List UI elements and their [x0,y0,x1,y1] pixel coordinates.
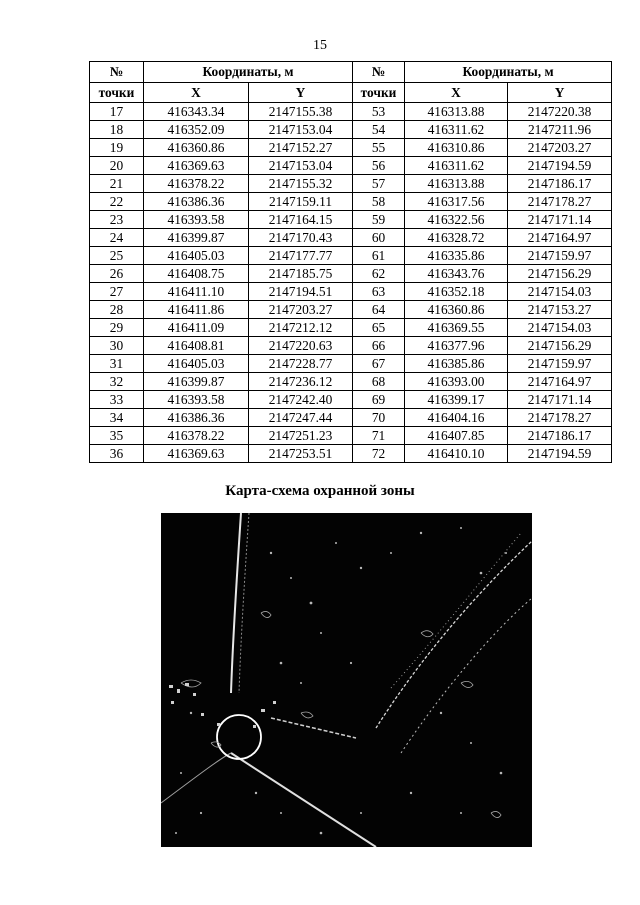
y-coordinate-cell: 2147236.12 [249,373,353,391]
table-row [90,337,612,355]
point-number-cell: 20 [90,157,144,175]
point-number-cell: 22 [90,193,144,211]
point-number-cell: 17 [90,103,144,121]
y-coordinate-cell: 2147154.03 [508,319,612,337]
y-coordinate-cell: 2147159.11 [249,193,353,211]
point-number-cell: 56 [353,157,405,175]
point-number-cell: 35 [90,427,144,445]
x-coordinate-cell: 416311.62 [405,157,508,175]
y-coordinate-cell: 2147228.77 [249,355,353,373]
y-coordinate-cell: 2147177.77 [249,247,353,265]
x-coordinate-cell: 416352.18 [405,283,508,301]
point-number-cell: 23 [90,211,144,229]
point-number-cell: 55 [353,139,405,157]
coordinates-header: Координаты, м [144,62,353,83]
y-coordinate-cell: 2147247.44 [249,409,353,427]
table-row [90,373,612,391]
y-coordinate-cell: 2147185.75 [249,265,353,283]
point-number-cell: 69 [353,391,405,409]
y-coordinate-cell: 2147194.59 [508,157,612,175]
point-number-cell: 34 [90,409,144,427]
point-number-cell: 71 [353,427,405,445]
y-coordinate-cell: 2147186.17 [508,175,612,193]
table-row [90,193,612,211]
x-coordinate-cell: 416393.00 [405,373,508,391]
x-header: X [144,83,249,103]
x-coordinate-cell: 416407.85 [405,427,508,445]
x-coordinate-cell: 416360.86 [405,301,508,319]
point-label-header: точки [90,83,144,103]
x-coordinate-cell: 416378.22 [144,427,249,445]
table-row [90,139,612,157]
x-coordinate-cell: 416386.36 [144,409,249,427]
y-coordinate-cell: 2147220.38 [508,103,612,121]
point-number-cell: 33 [90,391,144,409]
y-coordinate-cell: 2147164.97 [508,229,612,247]
x-coordinate-cell: 416369.63 [144,157,249,175]
x-coordinate-cell: 416399.87 [144,229,249,247]
x-header: X [405,83,508,103]
point-number-cell: 36 [90,445,144,463]
y-coordinate-cell: 2147220.63 [249,337,353,355]
point-number-cell: 27 [90,283,144,301]
x-coordinate-cell: 416399.87 [144,373,249,391]
y-coordinate-cell: 2147159.97 [508,355,612,373]
table-row [90,229,612,247]
table-row [90,211,612,229]
x-coordinate-cell: 416343.34 [144,103,249,121]
x-coordinate-cell: 416369.63 [144,445,249,463]
table-row [90,355,612,373]
point-number-cell: 29 [90,319,144,337]
x-coordinate-cell: 416385.86 [405,355,508,373]
table-body [90,103,612,463]
point-number-header: № [353,62,405,83]
point-number-cell: 26 [90,265,144,283]
table-subheader-row [90,83,612,103]
x-coordinate-cell: 416310.86 [405,139,508,157]
x-coordinate-cell: 416378.22 [144,175,249,193]
point-number-cell: 59 [353,211,405,229]
point-number-cell: 54 [353,121,405,139]
point-number-cell: 30 [90,337,144,355]
y-coordinate-cell: 2147203.27 [249,301,353,319]
x-coordinate-cell: 416311.62 [405,121,508,139]
y-coordinate-cell: 2147171.14 [508,211,612,229]
table-row [90,283,612,301]
x-coordinate-cell: 416313.88 [405,103,508,121]
y-header: Y [508,83,612,103]
x-coordinate-cell: 416405.03 [144,355,249,373]
table-row [90,301,612,319]
point-number-cell: 68 [353,373,405,391]
x-coordinate-cell: 416343.76 [405,265,508,283]
point-number-cell: 60 [353,229,405,247]
point-number-cell: 24 [90,229,144,247]
table-row [90,247,612,265]
point-label-header: точки [353,83,405,103]
coordinates-table [89,61,612,463]
y-coordinate-cell: 2147194.59 [508,445,612,463]
point-number-cell: 31 [90,355,144,373]
coordinates-header: Координаты, м [405,62,612,83]
x-coordinate-cell: 416399.17 [405,391,508,409]
y-coordinate-cell: 2147154.03 [508,283,612,301]
point-number-cell: 32 [90,373,144,391]
point-number-cell: 72 [353,445,405,463]
y-coordinate-cell: 2147159.97 [508,247,612,265]
y-coordinate-cell: 2147178.27 [508,409,612,427]
x-coordinate-cell: 416393.58 [144,211,249,229]
x-coordinate-cell: 416411.86 [144,301,249,319]
point-number-header: № [90,62,144,83]
point-number-cell: 28 [90,301,144,319]
table-row [90,121,612,139]
x-coordinate-cell: 416410.10 [405,445,508,463]
y-coordinate-cell: 2147178.27 [508,193,612,211]
table-row [90,175,612,193]
table-row [90,391,612,409]
x-coordinate-cell: 416377.96 [405,337,508,355]
y-coordinate-cell: 2147153.04 [249,121,353,139]
y-coordinate-cell: 2147171.14 [508,391,612,409]
point-number-cell: 70 [353,409,405,427]
map-drawing [161,513,532,847]
x-coordinate-cell: 416328.72 [405,229,508,247]
map-title: Карта-схема охранной зоны [225,483,415,499]
y-coordinate-cell: 2147156.29 [508,265,612,283]
table-row [90,157,612,175]
point-number-cell: 58 [353,193,405,211]
table-header-row [90,62,612,83]
y-header: Y [249,83,353,103]
y-coordinate-cell: 2147212.12 [249,319,353,337]
point-number-cell: 62 [353,265,405,283]
point-number-cell: 53 [353,103,405,121]
point-number-cell: 66 [353,337,405,355]
page-number: 15 [313,38,327,53]
y-coordinate-cell: 2147186.17 [508,427,612,445]
point-number-cell: 25 [90,247,144,265]
y-coordinate-cell: 2147194.51 [249,283,353,301]
x-coordinate-cell: 416404.16 [405,409,508,427]
x-coordinate-cell: 416408.81 [144,337,249,355]
y-coordinate-cell: 2147155.32 [249,175,353,193]
table-row [90,265,612,283]
x-coordinate-cell: 416317.56 [405,193,508,211]
x-coordinate-cell: 416352.09 [144,121,249,139]
point-number-cell: 63 [353,283,405,301]
y-coordinate-cell: 2147152.27 [249,139,353,157]
table-row [90,409,612,427]
point-number-cell: 18 [90,121,144,139]
y-coordinate-cell: 2147251.23 [249,427,353,445]
point-number-cell: 61 [353,247,405,265]
x-coordinate-cell: 416405.03 [144,247,249,265]
y-coordinate-cell: 2147170.43 [249,229,353,247]
protection-zone-map-image [161,513,532,847]
x-coordinate-cell: 416386.36 [144,193,249,211]
x-coordinate-cell: 416322.56 [405,211,508,229]
point-number-cell: 21 [90,175,144,193]
y-coordinate-cell: 2147156.29 [508,337,612,355]
x-coordinate-cell: 416360.86 [144,139,249,157]
x-coordinate-cell: 416335.86 [405,247,508,265]
point-number-cell: 64 [353,301,405,319]
y-coordinate-cell: 2147155.38 [249,103,353,121]
point-number-cell: 65 [353,319,405,337]
table-row [90,445,612,463]
x-coordinate-cell: 416408.75 [144,265,249,283]
x-coordinate-cell: 416393.58 [144,391,249,409]
y-coordinate-cell: 2147164.97 [508,373,612,391]
x-coordinate-cell: 416369.55 [405,319,508,337]
y-coordinate-cell: 2147253.51 [249,445,353,463]
x-coordinate-cell: 416411.09 [144,319,249,337]
y-coordinate-cell: 2147153.04 [249,157,353,175]
y-coordinate-cell: 2147242.40 [249,391,353,409]
y-coordinate-cell: 2147211.96 [508,121,612,139]
table-row [90,103,612,121]
y-coordinate-cell: 2147153.27 [508,301,612,319]
y-coordinate-cell: 2147203.27 [508,139,612,157]
x-coordinate-cell: 416411.10 [144,283,249,301]
table-row [90,427,612,445]
x-coordinate-cell: 416313.88 [405,175,508,193]
y-coordinate-cell: 2147164.15 [249,211,353,229]
point-number-cell: 67 [353,355,405,373]
table-row [90,319,612,337]
point-number-cell: 19 [90,139,144,157]
point-number-cell: 57 [353,175,405,193]
